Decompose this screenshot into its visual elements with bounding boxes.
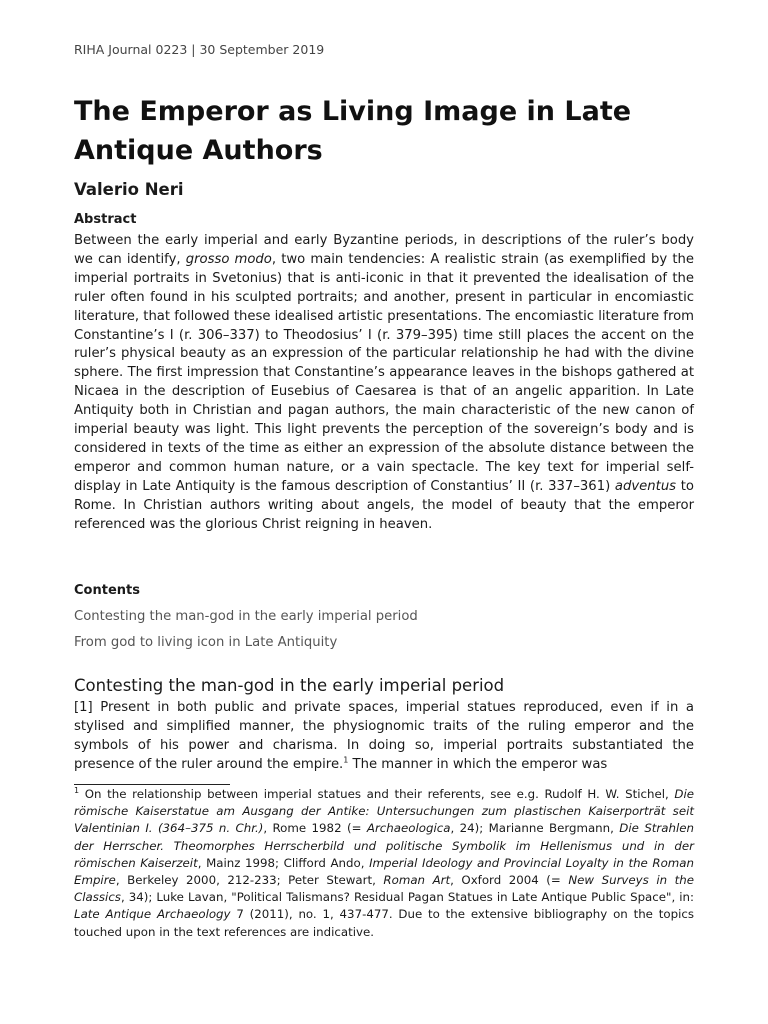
article-title: The Emperor as Living Image in Late Antique Authors xyxy=(74,96,632,166)
abstract-text xyxy=(74,232,694,535)
footnote-italic: Die Strahlen der Herrscher. Theomorphes Herrscherbild und politische Symbolik im Hellenismus und in der römischen Kaiserzeit xyxy=(74,821,695,870)
abstract-text-part: , two main tendencies: A realistic strain (as exemplified by the imperial portraits in Svetonius) that is anti-iconic in that it prevented the idealisation of the ruler often found in his sculpted portraits; and another, present in particular in encomiastic literature, that followed these idealised artistic presentations. The encomiastic literature from Constantine’s I (r. 306–337) to Theodosius’ I (r. 379–395) time still places the accent on the ruler’s physical beauty as an expression of the particular relationship he had with the divine sphere. The first impression that Constantine’s appearance leaves in the bishops gathered at Nicaea in the description of Eusebius of Caesarea is that of an angelic apparition. In Late Antiquity both in Christian and pagan authors, the main characteristic of the new canon of imperial beauty was light. This light prevents the perception of the sovereign’s body and is considered in texts of the time as either an expression of the absolute distance between the emperor and common human nature, or a vain spectacle. The key text for imperial self-display in Late Antiquity is the famous description of Constantius’ II (r. 337–361) xyxy=(74,251,694,494)
author-name: Valerio Neri xyxy=(74,180,184,199)
footnote-text-part: , Rome 1982 (= xyxy=(263,821,367,836)
footnote-text-part: , 34); Luke Lavan, "Political Talismans? Residual Pagan Statues in Late Antique Public Space", in: xyxy=(120,890,694,905)
abstract-text-part: Between the early imperial and early Byzantine periods, in descriptions of the ruler’s body we can identify, xyxy=(74,233,694,267)
footnote-italic: Imperial Ideology and Provincial Loyalty in the Roman Empire xyxy=(74,855,695,888)
table-of-contents xyxy=(74,608,694,660)
footnote-italic: New Surveys in the Classics xyxy=(74,873,694,905)
footnote-divider xyxy=(74,784,230,785)
footnote-text-part: , Oxford 2004 (= xyxy=(450,873,569,888)
footnote-1 xyxy=(74,786,694,941)
footnote-text-part: On the relationship between imperial statues and their referents, see e.g. Rudolf H. W. Stichel, xyxy=(79,787,675,801)
contents-heading: Contents xyxy=(74,583,140,598)
abstract-text-part: to Rome. In Christian authors writing about angels, the model of beauty that the emperor referenced was the glorious Christ reigning in heaven. xyxy=(74,478,694,532)
toc-link-2[interactable]: From god to living icon in Late Antiquity xyxy=(74,635,338,650)
footnote-reference[interactable]: 1 xyxy=(343,755,349,765)
footnote-text-part: , 24); Marianne Bergmann, xyxy=(450,821,620,836)
abstract-heading: Abstract xyxy=(74,212,137,227)
abstract-italic-term: adventus xyxy=(614,478,677,494)
footnote-italic: Die römische Kaiserstatue am Ausgang der Antike: Untersuchungen zum plastischen Kaiserporträt seit Valentinian I. (364–375 n. Chr.) xyxy=(74,787,694,836)
footnote-number: 1 xyxy=(74,786,80,796)
body-text-part: The manner in which the emperor was xyxy=(348,756,608,772)
toc-link-1[interactable]: Contesting the man-god in the early imperial period xyxy=(74,609,418,624)
body-text-part: [1] Present in both public and private spaces, imperial statues reproduced, even if in a stylised and simplified manner, the physiognomic traits of the ruling emperor and the symbols of his power and charisma. In doing so, imperial portraits substantiated the presence of the ruler around the empire. xyxy=(74,700,694,772)
section-heading: Contesting the man-god in the early imperial period xyxy=(74,676,505,695)
running-header: RIHA Journal 0223 | 30 September 2019 xyxy=(74,42,325,57)
footnote-italic: Late Antique Archaeology xyxy=(74,907,231,922)
abstract-italic-term: grosso modo xyxy=(185,251,272,267)
footnote-text-part: 7 (2011), no. 1, 437-477. Due to the extensive bibliography on the topics touched upon in the text references are indicative. xyxy=(74,907,694,939)
body-paragraph xyxy=(74,699,694,775)
footnote-italic: Roman Art xyxy=(383,873,451,888)
footnote-text-part: , Mainz 1998; Clifford Ando, xyxy=(197,855,370,870)
footnote-text-part: , Berkeley 2000, 212-233; Peter Stewart, xyxy=(115,873,384,888)
footnote-italic: Archaeologica xyxy=(366,821,451,836)
